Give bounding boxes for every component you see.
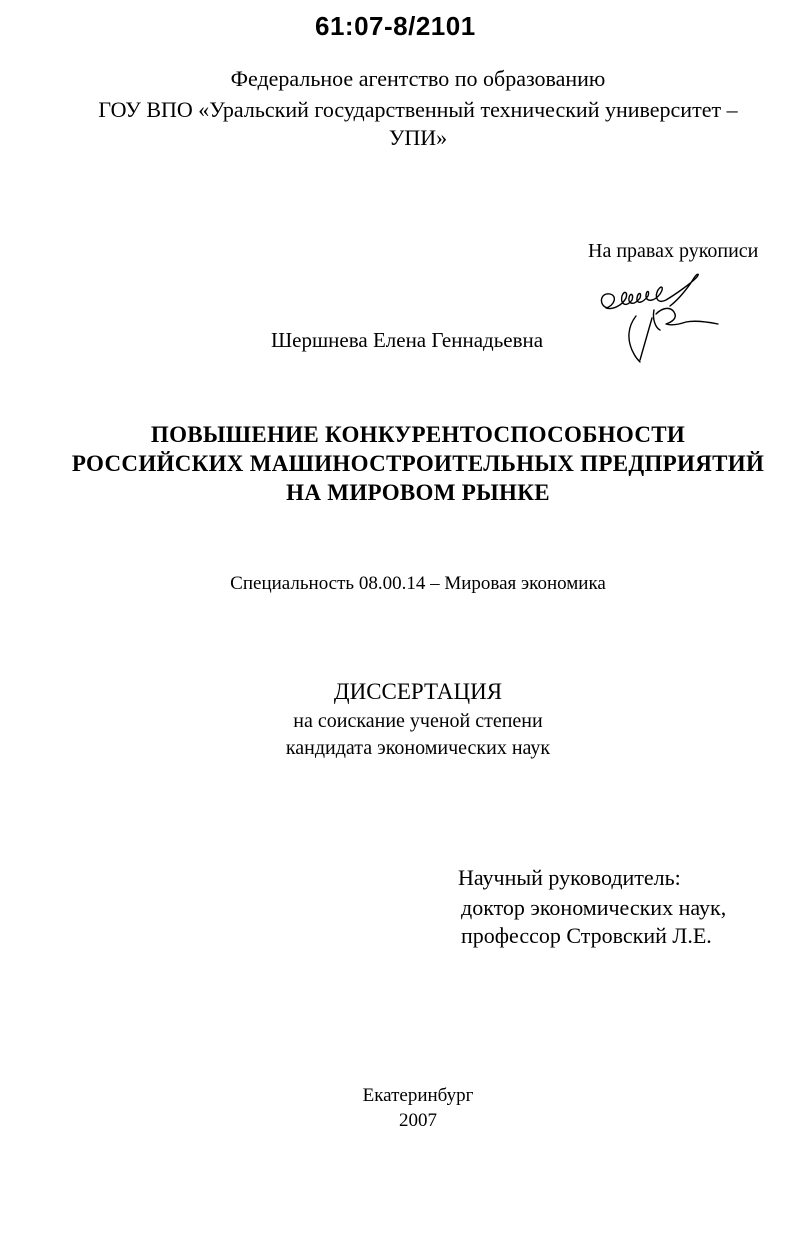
manuscript-rights-note: На правах рукописи [588,240,759,262]
year: 2007 [399,1110,437,1131]
author-name: Шершнева Елена Геннадьевна [271,328,544,352]
supervisor-label: Научный руководитель: [458,865,681,890]
degree-line-2: кандидата экономических наук [285,737,551,759]
organization-line-2: ГОУ ВПО «Уральский государственный технический университет – [98,97,738,122]
supervisor-degree: доктор экономических наук, [461,895,727,920]
city: Екатеринбург [362,1085,474,1106]
dissertation-title-line-1: ПОВЫШЕНИЕ КОНКУРЕНТОСПОСОБНОСТИ [150,422,686,447]
catalog-number: 61:07-8/2101 [315,11,476,41]
dissertation-heading: ДИССЕРТАЦИЯ [333,679,503,704]
author-signature [596,270,726,365]
specialty-line: Специальность 08.00.14 – Мировая экономика [230,573,606,594]
organization-line-1: Федеральное агентство по образованию [230,66,606,91]
degree-line-1: на соискание ученой степени [293,710,543,732]
supervisor-name: профессор Стровский Л.Е. [461,923,712,948]
dissertation-title-line-2: РОССИЙСКИХ МАШИНОСТРОИТЕЛЬНЫХ ПРЕДПРИЯТИЙ [71,451,765,476]
organization-line-3: УПИ» [388,125,448,150]
dissertation-title-line-3: НА МИРОВОМ РЫНКЕ [286,480,550,505]
